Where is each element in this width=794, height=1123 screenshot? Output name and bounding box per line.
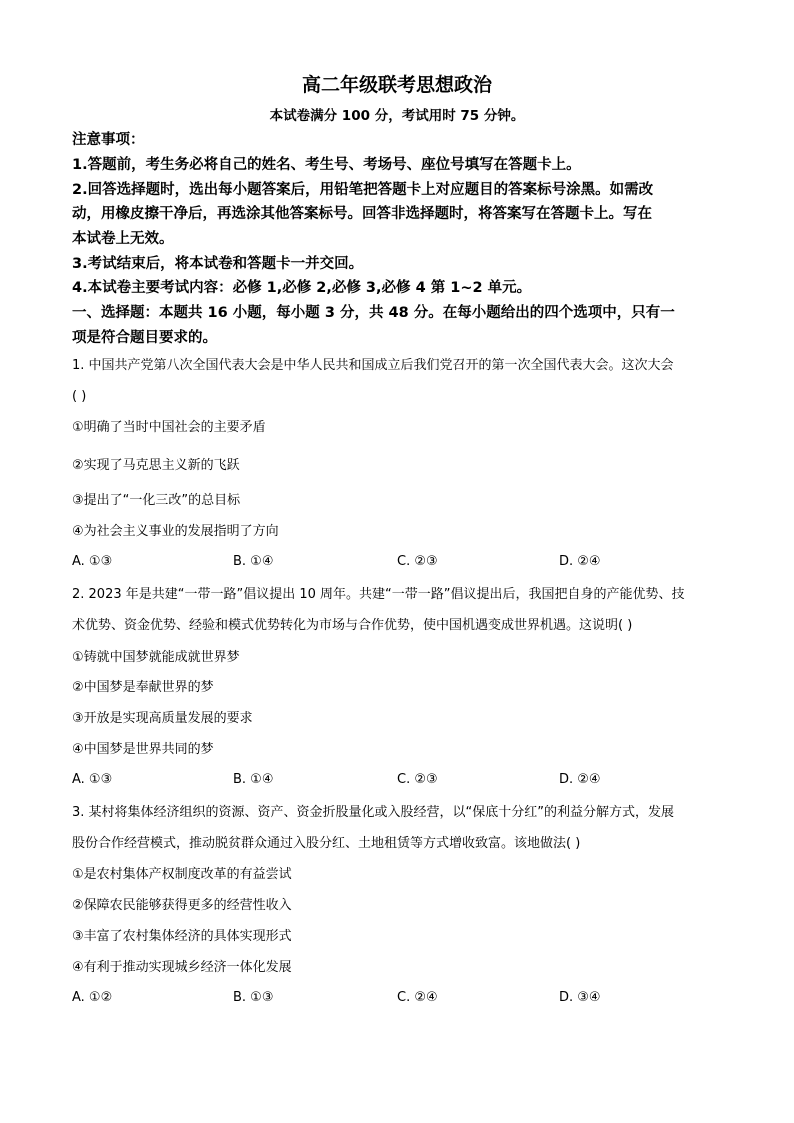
page-title: 高二年级联考思想政治 (301, 74, 492, 96)
option-d[interactable]: D. ②④ (559, 554, 601, 569)
note-line: 本试卷上无效。 (72, 231, 174, 247)
answer-options (72, 554, 732, 572)
answer-options (72, 990, 732, 1008)
note-line: 动，用橡皮擦干净后，再选涂其他答案标号。回答非选择题时，将答案写在答题卡上。写在 (72, 206, 652, 222)
option-b[interactable]: B. ①③ (233, 990, 274, 1005)
question-item: ④为社会主义事业的发展指明了方向 (72, 524, 279, 539)
question-stem: 3. 某村将集体经济组织的资源、资产、资金折股量化或入股经营，以“保底十分红”的利益分解方式，发展 (72, 805, 675, 820)
note-line: 1.答题前，考生务必将自己的姓名、考生号、考场号、座位号填写在答题卡上。 (72, 157, 581, 173)
option-a[interactable]: A. ①② (72, 990, 113, 1005)
question-stem: ( ) (72, 389, 87, 404)
question-stem: 1. 中国共产党第八次全国代表大会是中华人民共和国成立后我们党召开的第一次全国代表大会。这次大会 (72, 358, 674, 373)
question-stem: 股份合作经营模式，推动脱贫群众通过入股分红、土地租赁等方式增收致富。该地做法( ) (72, 836, 581, 851)
question-stem: 术优势、资金优势、经验和模式优势转化为市场与合作优势，使中国机遇变成世界机遇。这说明( ) (72, 618, 633, 633)
option-a[interactable]: A. ①③ (72, 554, 113, 569)
option-b[interactable]: B. ①④ (233, 554, 274, 569)
question-item: ②保障农民能够获得更多的经营性收入 (72, 898, 292, 913)
note-line: 3.考试结束后，将本试卷和答题卡一并交回。 (72, 256, 364, 272)
note-line: 4.本试卷主要考试内容：必修 1,必修 2,必修 3,必修 4 第 1~2 单元。 (72, 280, 532, 296)
question-item: ①明确了当时中国社会的主要矛盾 (72, 420, 266, 435)
question-item: ②实现了马克思主义新的飞跃 (72, 458, 240, 473)
question-item: ③丰富了农村集体经济的具体实现形式 (72, 929, 292, 944)
question-item: ①铸就中国梦就能成就世界梦 (72, 650, 240, 665)
question-item: ④有利于推动实现城乡经济一体化发展 (72, 960, 292, 975)
section-heading: 项是符合题目要求的。 (72, 330, 217, 346)
section-heading: 一、选择题：本题共 16 小题，每小题 3 分，共 48 分。在每小题给出的四个选项中，只有一 (72, 305, 675, 321)
option-b[interactable]: B. ①④ (233, 772, 274, 787)
option-c[interactable]: C. ②④ (397, 990, 438, 1005)
answer-options (72, 772, 732, 790)
notes-heading: 注意事项： (72, 132, 145, 148)
option-a[interactable]: A. ①③ (72, 772, 113, 787)
question-stem: 2. 2023 年是共建“一带一路”倡议提出 10 周年。共建“一带一路”倡议提出后，我国把自身的产能优势、技 (72, 587, 685, 602)
note-line: 2.回答选择题时，选出每小题答案后，用铅笔把答题卡上对应题目的答案标号涂黑。如需改 (72, 182, 654, 198)
option-c[interactable]: C. ②③ (397, 554, 438, 569)
question-item: ②中国梦是奉献世界的梦 (72, 680, 214, 695)
question-item: ③开放是实现高质量发展的要求 (72, 711, 253, 726)
exam-info: 本试卷满分 100 分，考试用时 75 分钟。 (269, 108, 525, 124)
question-item: ①是农村集体产权制度改革的有益尝试 (72, 867, 292, 882)
question-item: ③提出了“一化三改”的总目标 (72, 493, 241, 508)
option-d[interactable]: D. ③④ (559, 990, 601, 1005)
option-c[interactable]: C. ②③ (397, 772, 438, 787)
option-d[interactable]: D. ②④ (559, 772, 601, 787)
question-item: ④中国梦是世界共同的梦 (72, 742, 214, 757)
